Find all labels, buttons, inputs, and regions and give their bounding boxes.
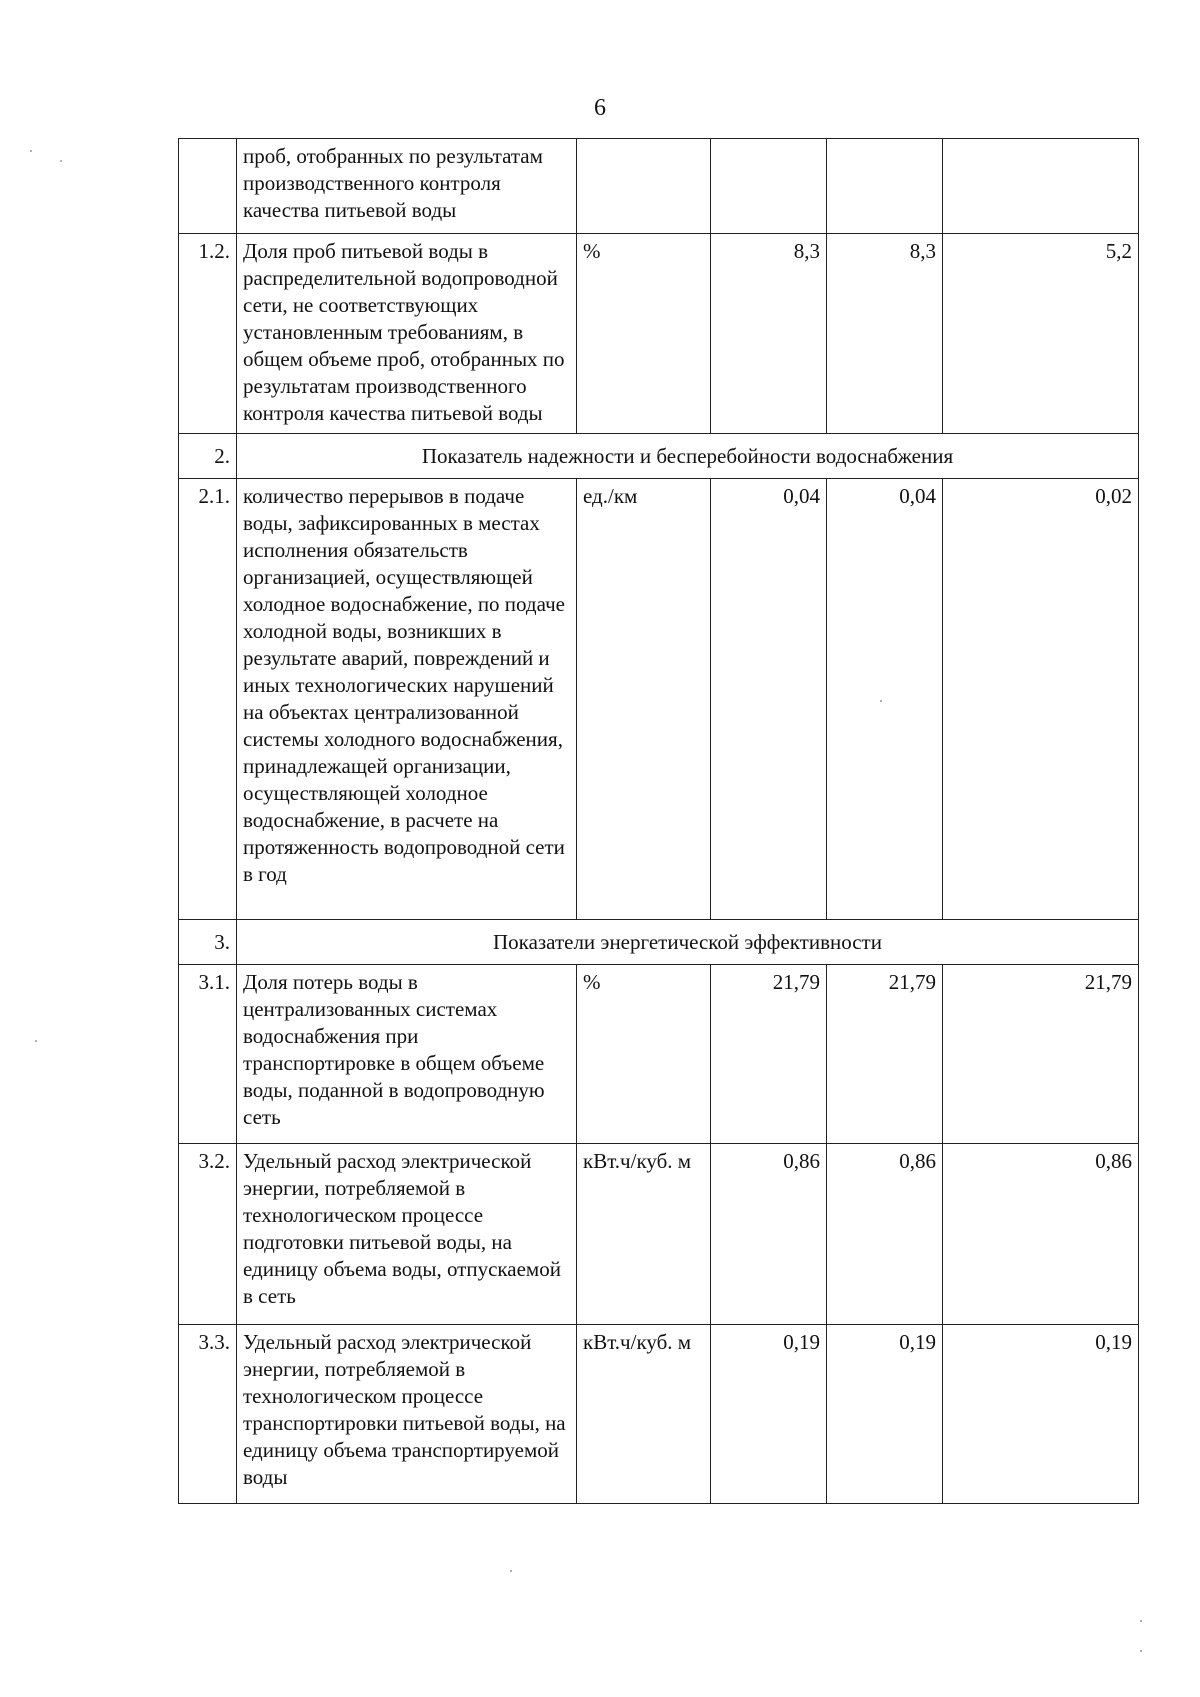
value-cell: 0,86 bbox=[827, 1144, 943, 1325]
scan-speck bbox=[60, 160, 62, 162]
value-cell: 0,86 bbox=[711, 1144, 827, 1325]
value-cell bbox=[711, 139, 827, 234]
value-cell: 0,02 bbox=[943, 479, 1139, 920]
table-row bbox=[179, 234, 1139, 434]
page-number: 6 bbox=[594, 95, 606, 121]
value-cell: 0,04 bbox=[711, 479, 827, 920]
row-number: 3.1. bbox=[179, 965, 237, 1144]
value-cell: 0,04 bbox=[827, 479, 943, 920]
value-cell: 21,79 bbox=[943, 965, 1139, 1144]
scan-speck bbox=[30, 150, 32, 152]
section-title: Показатель надежности и бесперебойности водоснабжения bbox=[237, 434, 1139, 479]
row-number bbox=[179, 139, 237, 234]
scan-speck bbox=[510, 1570, 512, 1572]
value-cell: 0,19 bbox=[943, 1325, 1139, 1504]
table-row bbox=[179, 1325, 1139, 1504]
section-title: Показатели энергетической эффективности bbox=[237, 920, 1139, 965]
table-row bbox=[179, 965, 1139, 1144]
indicator-description: Доля проб питьевой воды в распределительной водопроводной сети, не соответствующих установленным требованиям, в общем объеме проб, отобранных по результатам производственного контроля качества питьевой воды bbox=[237, 234, 577, 434]
section-number: 3. bbox=[179, 920, 237, 965]
indicator-description: Удельный расход электрической энергии, потребляемой в технологическом процессе транспортировки питьевой воды, на единицу объема транспортируемой воды bbox=[237, 1325, 577, 1504]
value-cell: 21,79 bbox=[711, 965, 827, 1144]
value-cell: 5,2 bbox=[943, 234, 1139, 434]
scan-speck bbox=[35, 1040, 37, 1042]
unit-cell bbox=[577, 139, 711, 234]
scan-speck bbox=[1140, 1650, 1142, 1652]
value-cell: 8,3 bbox=[827, 234, 943, 434]
table-row bbox=[179, 139, 1139, 234]
indicator-description: Удельный расход электрической энергии, потребляемой в технологическом процессе подготовки питьевой воды, на единицу объема воды, отпускаемой в сеть bbox=[237, 1144, 577, 1325]
row-number: 2.1. bbox=[179, 479, 237, 920]
section-row bbox=[179, 920, 1139, 965]
value-cell: 0,86 bbox=[943, 1144, 1139, 1325]
row-number: 3.2. bbox=[179, 1144, 237, 1325]
value-cell bbox=[943, 139, 1139, 234]
value-cell: 0,19 bbox=[827, 1325, 943, 1504]
unit-cell: % bbox=[577, 965, 711, 1144]
section-row bbox=[179, 434, 1139, 479]
indicator-description: Доля потерь воды в централизованных системах водоснабжения при транспортировке в общем объеме воды, поданной в водопроводную сеть bbox=[237, 965, 577, 1144]
indicators-table-wrapper bbox=[178, 138, 1138, 1504]
section-number: 2. bbox=[179, 434, 237, 479]
value-cell: 8,3 bbox=[711, 234, 827, 434]
indicator-description: проб, отобранных по результатам производственного контроля качества питьевой воды bbox=[237, 139, 577, 234]
scan-speck bbox=[1140, 1620, 1142, 1622]
unit-cell: % bbox=[577, 234, 711, 434]
indicators-table bbox=[178, 138, 1139, 1504]
row-number: 3.3. bbox=[179, 1325, 237, 1504]
unit-cell: кВт.ч/куб. м bbox=[577, 1325, 711, 1504]
value-cell: 21,79 bbox=[827, 965, 943, 1144]
table-row bbox=[179, 479, 1139, 920]
row-number: 1.2. bbox=[179, 234, 237, 434]
unit-cell: ед./км bbox=[577, 479, 711, 920]
indicator-description: количество перерывов в подаче воды, зафиксированных в местах исполнения обязательств организацией, осуществляющей холодное водоснабжение, по подаче холодной воды, возникших в результате аварий, повреждений и иных технологических нарушений на объектах централизованной системы холодного водоснабжения, принадлежащей организации, осуществляющей холодное водоснабжение, в расчете на протяженность водопроводной сети в год bbox=[237, 479, 577, 920]
value-cell: 0,19 bbox=[711, 1325, 827, 1504]
table-row bbox=[179, 1144, 1139, 1325]
scan-speck bbox=[880, 700, 882, 702]
unit-cell: кВт.ч/куб. м bbox=[577, 1144, 711, 1325]
value-cell bbox=[827, 139, 943, 234]
